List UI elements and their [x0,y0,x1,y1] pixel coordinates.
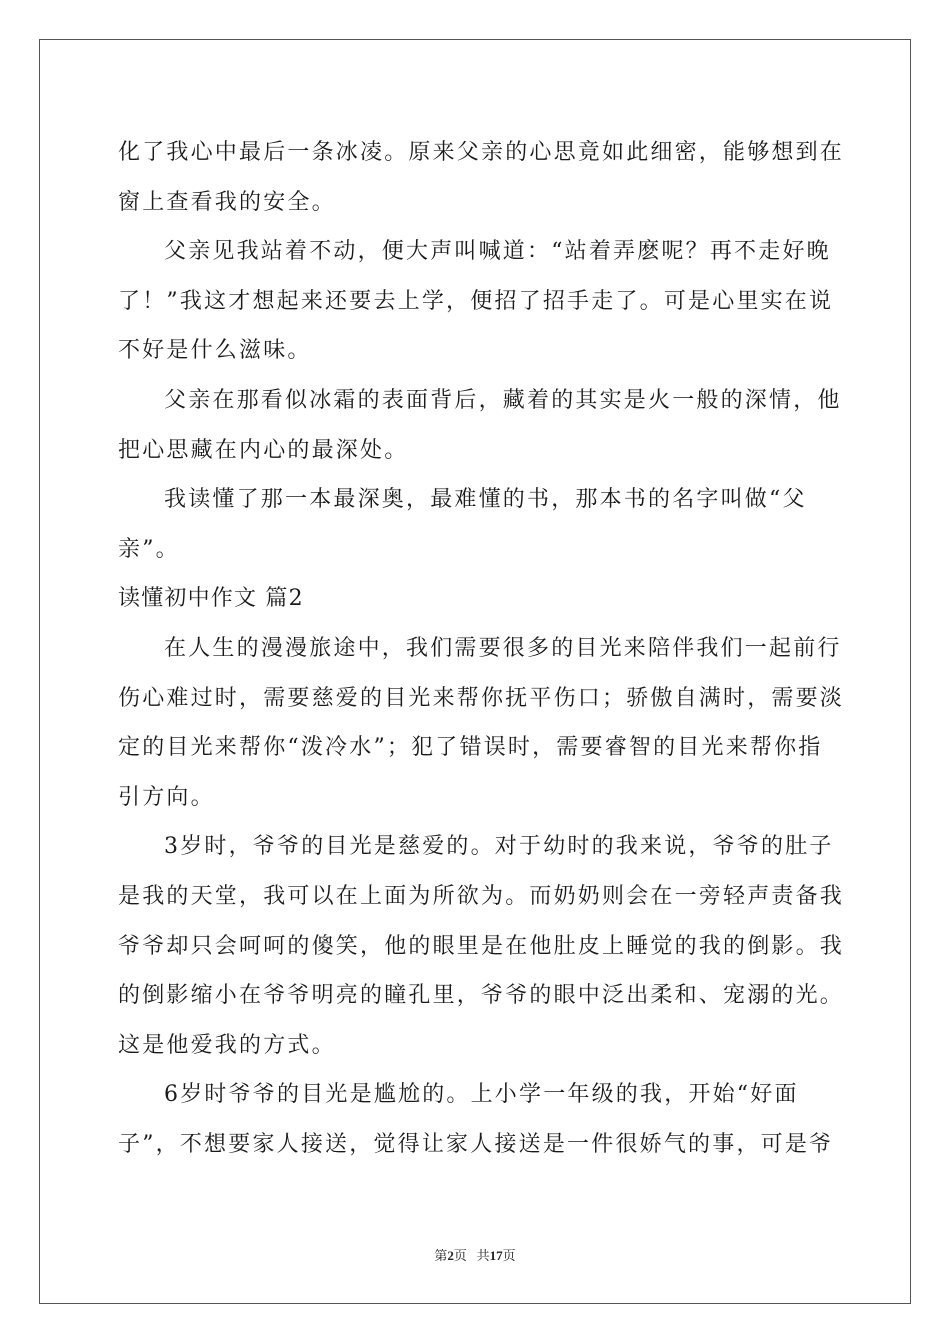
text-line: 在人生的漫漫旅途中，我们需要很多的目光来陪伴我们一起前行 [164,635,842,661]
text-line: 我读懂了那一本最深奥，最难懂的书，那本书的名字叫做“父 [164,487,807,513]
footer-suffix: 页 [502,1248,516,1263]
section-heading: 读懂初中作文 篇2 [118,586,304,612]
total-pages-number: 17 [489,1248,503,1263]
text-line: 把心思藏在内心的最深处。 [118,437,409,463]
text-line: 子”，不想要家人接送，觉得让家人接送是一件很娇气的事，可是爷 [118,1131,834,1157]
text-line: 定的目光来帮你“泼冷水”；犯了错误时，需要睿智的目光来帮你指 [118,735,823,761]
text-line: 引方向。 [118,784,215,810]
current-page-number: 2 [447,1248,454,1263]
text-line: 伤心难过时，需要慈爱的目光来帮你抚平伤口；骄傲自满时，需要淡 [118,685,845,711]
text-line: 爷爷却只会呵呵的傻笑，他的眼里是在他肚皮上睡觉的我的倒影。我 [118,933,845,959]
text-line: 6岁时爷爷的目光是尴尬的。上小学一年级的我，开始“好面 [164,1082,799,1108]
text-line: 化了我心中最后一条冰凌。原来父亲的心思竟如此细密，能够想到在 [118,140,845,165]
text-line: 窗上查看我的安全。 [118,189,336,215]
text-line: 不好是什么滋味。 [118,338,312,364]
page-footer [0,1245,950,1264]
text-line: 是我的天堂，我可以在上面为所欲为。而奶奶则会在一旁轻声责备我 [118,883,845,909]
text-line: 父亲在那看似冰霜的表面背后，藏着的其实是火一般的深情，他 [164,387,842,413]
footer-mid: 页 共 [453,1248,490,1263]
text-line: 3岁时，爷爷的目光是慈爱的。对于幼时的我来说，爷爷的肚子 [164,834,834,860]
text-line: 亲”。 [118,536,180,562]
text-line: 的倒影缩小在爷爷明亮的瞳孔里，爷爷的眼中泛出柔和、宠溺的光。 [118,983,845,1009]
footer-prefix: 第 [434,1248,448,1263]
document-body [118,128,845,1169]
text-line: 了！”我这才想起来还要去上学，便招了招手走了。可是心里实在说 [118,288,834,314]
text-line: 这是他爱我的方式。 [118,1032,336,1058]
text-line: 父亲见我站着不动，便大声叫喊道：“站着弄麽呢？再不走好晚 [164,239,831,265]
